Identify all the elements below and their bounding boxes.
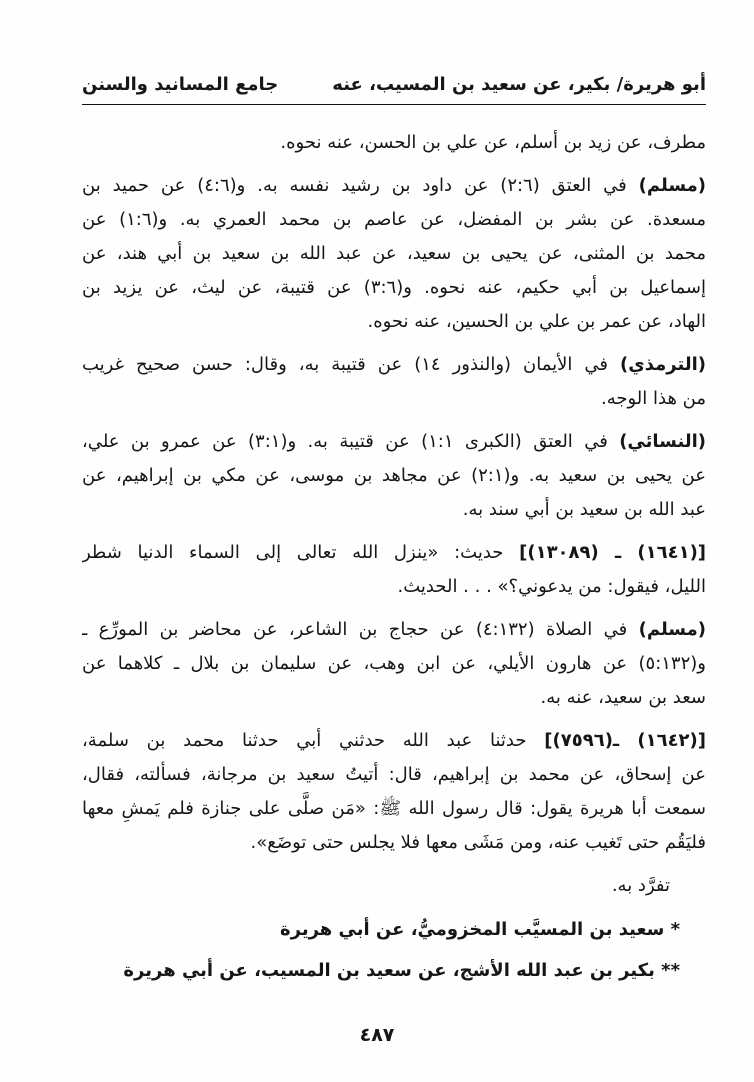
narrator-heading: ** بكير بن عبد الله الأشج، عن سعيد بن المسيب، عن أبي هريرة [123,960,680,981]
text-line: عبد الله بن سعيد بن أبي سند به. [462,499,706,520]
text-line [82,613,706,647]
nasai-reference [82,425,706,527]
muslim-itq-reference [82,169,706,339]
running-header [82,70,706,100]
narrator-heading: * سعيد بن المسيَّب المخزوميُّ، عن أبي هريرة [280,919,680,940]
source-name: (مسلم) [638,175,706,196]
muslim-salat-reference [82,613,706,715]
text-line: و(٥:١٣٢) عن هارون الأيلي، عن ابن وهب، عن سليمان بن بلال ـ كلاهما عن [82,653,706,674]
section-title: أبو هريرة/ بكير، عن سعيد بن المسيب، عنه [332,74,706,95]
text-line [82,724,706,758]
text-line: مطرف، عن زيد بن أسلم، عن علي بن الحسن، عنه نحوه. [280,132,706,153]
text-line: محمد بن المثنى، عن يحيى بن سعيد، عن عبد الله بن سعيد بن أبي هند، عن [82,243,706,264]
text-line: سعد بن سعيد، عنه به. [540,687,706,708]
header-rule [82,104,706,105]
text-line: مسعدة. عن بشر بن المفضل، عن عاصم بن محمد العمري به. و(١:٦) عن [82,209,706,230]
text-line: الهاد، عن عمر بن علي بن الحسين، عنه نحوه. [367,311,706,332]
line-text: في الصلاة (٤:١٣٢) عن حجاج بن الشاعر، عن محاضر بن المورِّع ـ [82,619,628,640]
hadith-number: [(١٦٤١) ـ (١٣٠٨٩)] [519,542,706,563]
text-line: من هذا الوجه. [600,388,706,409]
source-name: (الترمذي) [620,354,706,375]
tirmidhi-reference [82,348,706,416]
source-name: (النسائي) [619,431,706,452]
text-line [82,536,706,570]
text-line: الليل، فيقول: من يدعوني؟» . . . الحديث. [397,576,706,597]
text-line: فليَقُم حتى تَغيب عنه، ومن مَشَى معها فلا يجلس حتى توضَع». [250,832,706,853]
tafarrad-note: تفرَّد به. [611,875,670,896]
line-text: في العتق (الكبرى ١:١) عن قتيبة به. و(٣:١) عن عمرو بن علي، [82,431,608,452]
page-body [82,126,706,988]
line-text: حدثنا عبد الله حدثني أبي حدثنا محمد بن سلمة، [82,730,527,751]
text-line: إسماعيل بن أبي حكيم، عنه نحوه. و(٣:٦) عن قتيبة، عن ليث، عن يزيد بن [82,277,706,298]
text-line: عن يحيى بن سعيد به. و(٢:١) عن مجاهد بن موسى، عن مكي بن إبراهيم، عن [82,465,706,486]
hadith-1642 [82,724,706,860]
text-line [82,169,706,203]
line-text: في العتق (٢:٦) عن داود بن رشيد نفسه به. و(٤:٦) عن حميد بن [82,175,627,196]
page-number: ٤٨٧ [359,1024,395,1046]
line-text: حديث: «ينزل الله تعالى إلى السماء الدنيا شطر [82,542,504,563]
line-text: في الأيمان (والنذور ١٤) عن قتيبة به، وقال: حسن صحيح غريب [82,354,609,375]
book-title: جامع المسانيد والسنن [82,74,279,95]
hadith-1641 [82,536,706,604]
text-line: عن إسحاق، عن محمد بن إبراهيم، قال: أتيتُ سعيد بن مرجانة، فسألته، فقال، [82,764,706,785]
hadith-number: [(١٦٤٢) ـ(٧٥٩٦)] [544,730,706,751]
text-line [82,348,706,382]
text-line: سمعت أبا هريرة يقول: قال رسول الله ﷺ: «مَن صلَّى على جنازة فلم يَمشِ معها [82,798,706,819]
text-line [82,425,706,459]
source-name: (مسلم) [638,619,706,640]
continuation-paragraph [82,126,706,160]
